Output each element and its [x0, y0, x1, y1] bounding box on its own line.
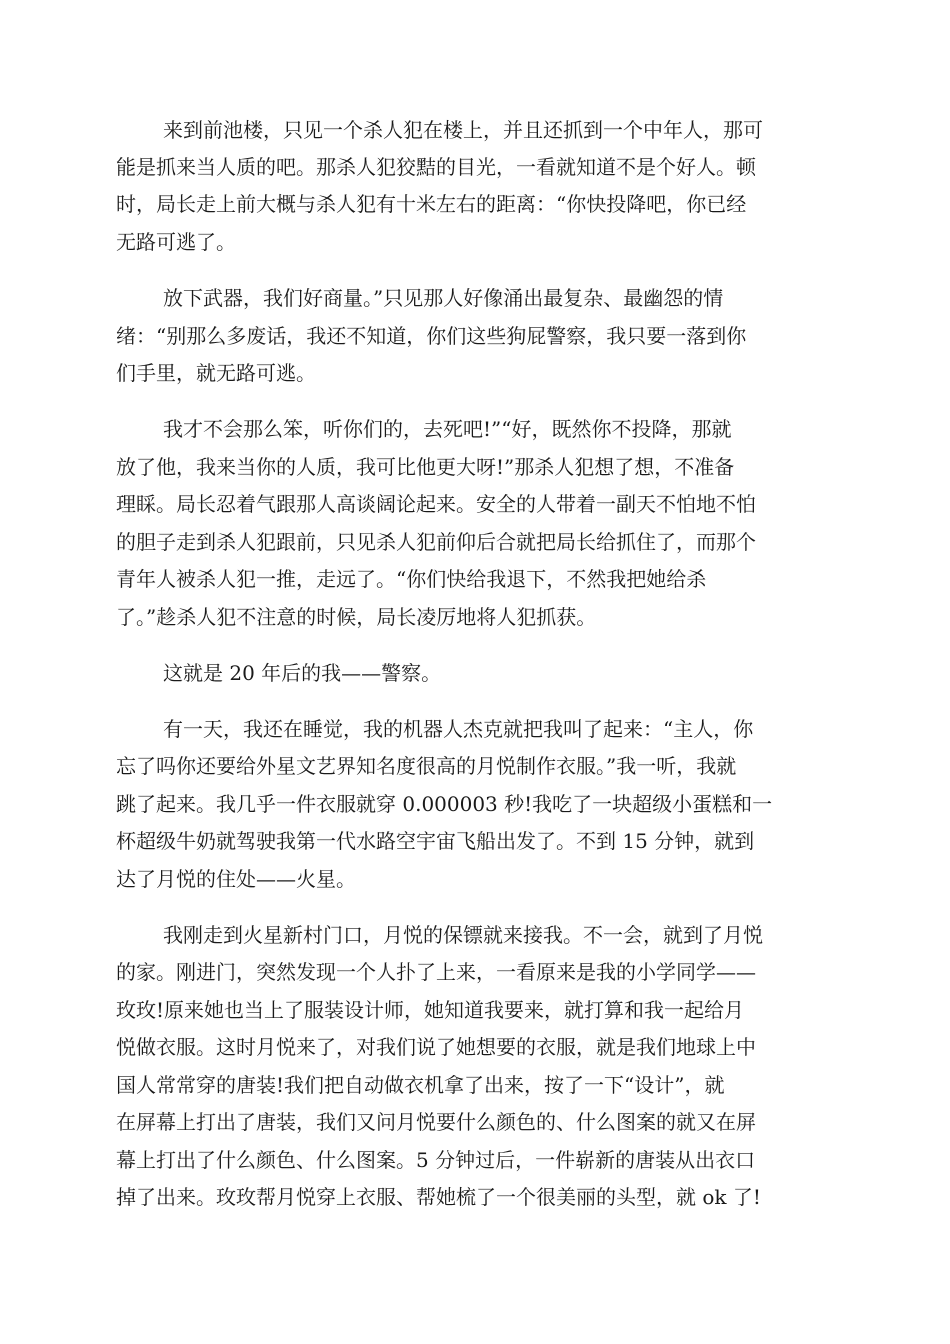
text-line: 我刚走到火星新村门口，月悦的保镖就来接我。不一会，就到了月悦: [163, 923, 763, 947]
text-line: 的胆子走到杀人犯跟前，只见杀人犯前仰后合就把局长给抓住了，而那个: [116, 530, 756, 554]
text-line: 这就是 20 年后的我——警察。: [163, 661, 442, 685]
text-line: 国人常常穿的唐装!我们把自动做衣机拿了出来，按了一下“设计”，就: [116, 1073, 725, 1097]
text-line: 的家。刚进门，突然发现一个人扑了上来，一看原来是我的小学同学——: [116, 960, 756, 984]
text-line: 理睬。局长忍着气跟那人高谈阔论起来。安全的人带着一副天不怕地不怕: [116, 492, 756, 516]
text-line: 来到前池楼，只见一个杀人犯在楼上，并且还抓到一个中年人，那可: [163, 118, 763, 142]
text-line: 能是抓来当人质的吧。那杀人犯狡黠的目光，一看就知道不是个好人。顿: [116, 155, 756, 179]
text-line: 青年人被杀人犯一推，走远了。“你们快给我退下，不然我把她给杀: [116, 567, 707, 591]
text-line: 杯超级牛奶就驾驶我第一代水路空宇宙飞船出发了。不到 15 分钟，就到: [116, 829, 755, 853]
text-line: 忘了吗你还要给外星文艺界知名度很高的月悦制作衣服。”我一听，我就: [116, 754, 737, 778]
text-line: 放下武器，我们好商量。”只见那人好像涌出最复杂、最幽怨的情: [163, 286, 724, 310]
text-line: 在屏幕上打出了唐装，我们又问月悦要什么颜色的、什么图案的就又在屏: [116, 1110, 756, 1134]
text-line: 跳了起来。我几乎一件衣服就穿 0.000003 秒!我吃了一块超级小蛋糕和一: [116, 792, 773, 816]
text-line: 悦做衣服。这时月悦来了，对我们说了她想要的衣服，就是我们地球上中: [116, 1035, 756, 1059]
text-line: 达了月悦的住处——火星。: [116, 867, 356, 891]
text-line: 幕上打出了什么颜色、什么图案。5 分钟过后，一件崭新的唐装从出衣口: [116, 1148, 756, 1172]
text-line: 玫玫!原来她也当上了服装设计师，她知道我要来，就打算和我一起给月: [116, 998, 745, 1022]
text-line: 掉了出来。玫玫帮月悦穿上衣服、帮她梳了一个很美丽的头型，就 ok 了!: [116, 1185, 761, 1209]
text-line: 我才不会那么笨，听你们的，去死吧!”“好，既然你不投降，那就: [163, 417, 732, 441]
text-line: 放了他，我来当你的人质，我可比他更大呀!”那杀人犯想了想，不准备: [116, 455, 735, 479]
document-page: [116, 0, 832, 1344]
text-line: 无路可逃了。: [116, 230, 236, 254]
text-line: 绪：“别那么多废话，我还不知道，你们这些狗屁警察，我只要一落到你: [116, 324, 747, 348]
text-line: 们手里，就无路可逃。: [116, 361, 316, 385]
text-line: 了。”趁杀人犯不注意的时候，局长凌厉地将人犯抓获。: [116, 605, 597, 629]
text-line: 时，局长走上前大概与杀人犯有十米左右的距离：“你快投降吧，你已经: [116, 192, 747, 216]
text-line: 有一天，我还在睡觉，我的机器人杰克就把我叫了起来：“主人，你: [163, 717, 754, 741]
